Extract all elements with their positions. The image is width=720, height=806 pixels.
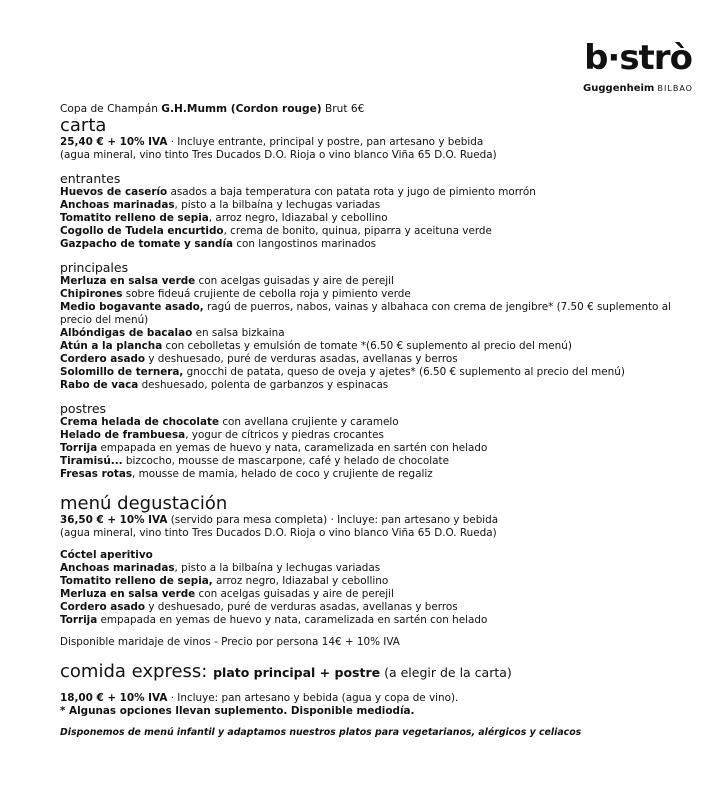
principales-title: principales [60,260,129,275]
entrantes-title: entrantes [60,171,121,186]
list-item: Anchoas marinadas, pisto a la bilbaína y lechugas variadas [60,562,381,574]
list-item: Tomatito relleno de sepia, arroz negro, Idiazabal y cebollino [60,575,389,587]
degustacion-price: 36,50 € + 10% IVA (servido para mesa completa) · Incluye: pan artesano y bebida [60,514,499,526]
menu-content [60,103,700,739]
degustacion-list [60,562,700,627]
list-item: Fresas rotas, mousse de mamia, helado de coco y crujiente de regaliz [60,468,433,480]
list-item: Torrija empapada en yemas de huevo y nata, caramelizada en sartén con helado [60,614,488,626]
list-item: Huevos de caserío asados a baja temperatura con patata rota y jugo de pimiento morrón [60,186,536,198]
list-item: Tomatito relleno de sepia, arroz negro, Idiazabal y cebollino [60,212,388,224]
list-item: Torrija empapada en yemas de huevo y nata, caramelizada en sartén con helado [60,442,488,454]
carta-price: 25,40 € + 10% IVA · Incluye entrante, principal y postre, pan artesano y bebida [60,136,484,148]
list-item: Gazpacho de tomate y sandía con langostinos marinados [60,238,377,250]
list-item: Tiramisú... bizcocho, mousse de mascarpone, café y helado de chocolate [60,455,449,467]
express-title: comida express [60,661,202,682]
degustacion-drinks: (agua mineral, vino tinto Tres Ducados D.O. Rioja o vino blanco Viña 65 D.O. Rueda) [60,527,497,539]
list-item: Chipirones sobre fideuá crujiente de cebolla roja y pimiento verde [60,288,411,300]
list-item: Anchoas marinadas, pisto a la bilbaína y lechugas variadas [60,199,381,211]
express-tail: (a elegir de la carta) [380,665,512,680]
express-plato: plato principal + postre [213,665,381,680]
list-item: Crema helada de chocolate con avellana crujiente y caramelo [60,416,399,428]
logo-subtitle [578,82,698,96]
footer-note: Disponemos de menú infantil y adaptamos nuestros platos para vegetarianos, alérgicos y celiacos [60,727,582,738]
list-item: Rabo de vaca deshuesado, polenta de garbanzos y espinacas [60,379,389,391]
list-item: Albóndigas de bacalao en salsa bizkaina [60,327,285,339]
list-item: Merluza en salsa verde con acelgas guisadas y aire de perejil [60,275,394,287]
list-item: Solomillo de ternera, gnocchi de patata, queso de oveja y ajetes* (6.50 € suplemento al precio del menú) [60,366,625,378]
list-item: Helado de frambuesa, yogur de cítricos y piedras crocantes [60,429,384,441]
list-item: Cogollo de Tudela encurtido, crema de bonito, quinua, piparra y aceituna verde [60,225,492,237]
champagne-line: Copa de Champán G.H.Mumm (Cordon rouge) Brut 6€ [60,103,365,115]
degustacion-title: menú degustación [60,493,228,514]
carta-drinks: (agua mineral, vino tinto Tres Ducados D.O. Rioja o vino blanco Viña 65 D.O. Rueda) [60,149,497,161]
express-heading: comida express: plato principal + postre (a elegir de la carta) [60,661,512,682]
postres-title: postres [60,401,107,416]
list-item: Atún a la plancha con cebolletas y emulsión de tomate *(6.50 € suplemento al precio del menú) [60,340,572,352]
list-item: Merluza en salsa verde con acelgas guisadas y aire de perejil [60,588,394,600]
logo-sub-bold: Guggenheim [583,83,655,94]
bistro-logo [578,38,698,96]
logo-sub-city: BILBAO [657,84,693,93]
coctel-aperitivo: Cóctel aperitivo [60,549,153,561]
list-item: Cordero asado y deshuesado, puré de verduras asadas, avellanas y berros [60,601,458,613]
principales-list [60,275,700,392]
list-item: Medio bogavante asado, ragú de puerros, nabos, vainas y albahaca con crema de jengibre* (7.50 € suplemento al precio del menú) [60,301,671,326]
carta-title: carta [60,115,107,136]
postres-list [60,416,700,481]
list-item: Cordero asado y deshuesado, puré de verduras asadas, avellanas y berros [60,353,458,365]
express-note: * Algunas opciones llevan suplemento. Disponible mediodía. [60,705,415,717]
express-price: 18,00 € + 10% IVA · Incluye: pan artesano y bebida (agua y copa de vino). [60,692,459,704]
entrantes-list [60,186,700,251]
logo-mark: b·strò [584,38,692,78]
maridaje-note: Disponible maridaje de vinos - Precio por persona 14€ + 10% IVA [60,636,400,648]
